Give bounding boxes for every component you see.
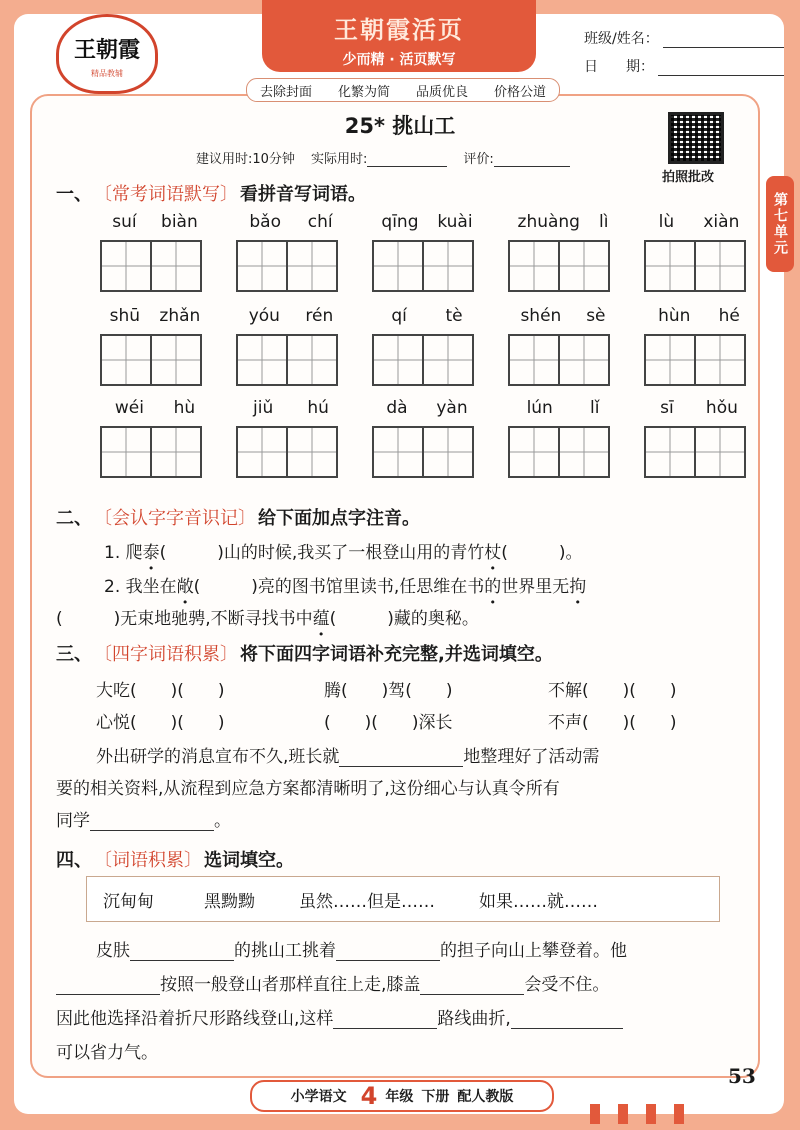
answer-blank[interactable] — [339, 746, 463, 767]
word-option: 如果……就…… — [479, 891, 598, 912]
writing-cell[interactable] — [286, 240, 338, 292]
idiom: 大吃( )( ) — [96, 681, 225, 701]
pinyin-text — [508, 398, 618, 422]
writing-grid — [100, 334, 210, 386]
idiom: 不解( )( ) — [548, 681, 677, 701]
section-instruction: 看拼音写词语。 — [240, 184, 366, 205]
pinyin-text — [100, 212, 210, 236]
fill-paragraph-line: 可以省力气。 — [56, 1043, 158, 1063]
section-instruction: 将下面四字词语补充完整,并选词填空。 — [240, 644, 553, 665]
class-name-label: 班级/姓名： — [584, 31, 659, 47]
writing-grid — [644, 334, 754, 386]
pinyin-text — [644, 212, 754, 236]
text: ( )无束地驰骋,不断寻找书中 — [56, 609, 313, 629]
logo-subtext: 精品教辅 — [91, 69, 123, 78]
banner-title: 王朝霞活页 — [334, 15, 464, 44]
pinyin-syllable: hú — [307, 398, 329, 418]
writing-cell[interactable] — [644, 240, 696, 292]
writing-cell[interactable] — [508, 426, 560, 478]
text: 的担子向山上攀登着。他 — [440, 941, 627, 961]
writing-cell[interactable] — [372, 426, 424, 478]
idiom: 腾( )驾( ) — [324, 681, 453, 701]
section-tag: 〔四字词语积累〕 — [94, 644, 238, 665]
pinyin-syllable: rén — [305, 306, 334, 326]
pinyin-text — [372, 212, 482, 236]
date-label: 日 期： — [584, 59, 654, 75]
pinyin-word — [236, 306, 346, 386]
answer-blank[interactable] — [90, 810, 214, 831]
dotted-char: 拘 — [569, 577, 587, 597]
section-number: 二、 — [56, 508, 92, 529]
fill-paragraph-line: 要的相关资料,从流程到应急方案都清晰明了,这份细心与认真令所有 — [56, 779, 560, 799]
pinyin-syllable: suí — [112, 212, 137, 232]
writing-cell[interactable] — [558, 240, 610, 292]
pinyin-text — [236, 398, 346, 422]
pinyin-text — [236, 306, 346, 330]
section-instruction: 给下面加点字注音。 — [258, 508, 420, 529]
unit-tab: 第七单元 — [766, 176, 794, 272]
idiom: ( )( )深长 — [324, 713, 453, 733]
pinyin-syllable: yàn — [436, 398, 468, 418]
pinyin-syllable: wéi — [114, 398, 144, 418]
page-title: 25* 挑山工 — [344, 114, 456, 138]
pinyin-syllable: biàn — [161, 212, 198, 232]
fill-paragraph-line — [56, 806, 231, 831]
pinyin-syllable: shū — [109, 306, 141, 326]
writing-cell[interactable] — [372, 240, 424, 292]
text: 。 — [214, 811, 231, 831]
pinyin-syllable: sè — [586, 306, 606, 326]
pinyin-word — [236, 212, 346, 292]
word-option: 沉甸甸 — [103, 891, 154, 912]
idiom: 心悦( )( ) — [96, 713, 225, 733]
section-number: 三、 — [56, 644, 92, 665]
dotted-char: 的 — [484, 577, 502, 597]
footer-bar — [250, 1080, 554, 1112]
pinyin-word — [644, 398, 754, 478]
writing-grid — [508, 426, 618, 478]
time-meta — [196, 148, 586, 167]
pinyin-syllable: jiǔ — [253, 398, 274, 418]
slogan-bar — [246, 78, 560, 102]
writing-grid — [100, 240, 210, 292]
section-4-heading — [56, 846, 294, 872]
pinyin-word — [372, 306, 482, 386]
text: 皮肤 — [96, 941, 130, 961]
pinyin-word — [236, 398, 346, 478]
qr-code-icon[interactable] — [668, 112, 724, 164]
text: ( )。 — [501, 543, 583, 563]
fill-paragraph-line — [56, 1004, 623, 1029]
word-option: 黑黝黝 — [204, 891, 255, 912]
pinyin-syllable: dà — [386, 398, 408, 418]
pinyin-word — [372, 398, 482, 478]
section-tag: 〔词语积累〕 — [94, 850, 202, 871]
actual-time-label: 实际用时: — [310, 152, 368, 167]
pinyin-syllable: qí — [391, 306, 407, 326]
text: 2. 我坐在 — [104, 577, 177, 597]
decor-bar — [646, 1104, 656, 1124]
pinyin-text — [372, 398, 482, 422]
pinyin-syllable: lún — [526, 398, 553, 418]
footer-grade-unit: 年级 — [385, 1089, 414, 1105]
section-number: 一、 — [56, 184, 92, 205]
pinyin-syllable: zhǎn — [159, 306, 201, 326]
footer-edition: 配人教版 — [457, 1089, 514, 1105]
pinyin-word — [100, 398, 210, 478]
section-2-heading — [56, 504, 420, 530]
pinyin-word — [100, 212, 210, 292]
writing-cell[interactable] — [422, 240, 474, 292]
pinyin-text — [100, 306, 210, 330]
text: 世界里无 — [501, 577, 570, 597]
pinyin-syllable: lǐ — [589, 398, 600, 418]
word-bank — [86, 876, 720, 922]
writing-cell[interactable] — [236, 240, 288, 292]
pinyin-word — [372, 212, 482, 292]
pinyin-syllable: hù — [173, 398, 196, 418]
header-banner — [262, 0, 536, 72]
text: 的挑山工挑着 — [234, 941, 336, 961]
writing-grid — [100, 426, 210, 478]
footer-grade: 4 — [360, 1082, 378, 1110]
pinyin-syllable: xiàn — [703, 212, 740, 232]
question-2-2-cont — [56, 604, 479, 629]
writing-cell[interactable] — [372, 334, 424, 386]
dotted-char: 敞 — [176, 577, 194, 597]
writing-grid — [508, 334, 618, 386]
slogan: 去除封面 — [259, 84, 312, 100]
writing-grid — [236, 334, 346, 386]
text: 地整理好了活动需 — [463, 747, 600, 767]
pinyin-syllable: sī — [660, 398, 674, 418]
qr-label: 拍照批改 — [662, 170, 715, 185]
page-number: 53 — [728, 1064, 756, 1088]
pinyin-syllable: chí — [307, 212, 333, 232]
text: 外出研学的消息宣布不久,班长就 — [96, 747, 340, 767]
date-field[interactable] — [658, 59, 784, 76]
section-1-heading — [56, 180, 366, 206]
answer-blank[interactable] — [333, 1008, 437, 1029]
answer-blank[interactable] — [420, 974, 524, 995]
writing-cell[interactable] — [558, 426, 610, 478]
idiom: 不声( )( ) — [548, 713, 677, 733]
section-instruction: 选词填空。 — [204, 850, 294, 871]
text: 同学 — [56, 811, 90, 831]
student-info — [584, 20, 784, 76]
section-tag: 〔会认字字音识记〕 — [94, 508, 256, 529]
evaluation-field[interactable] — [494, 152, 570, 167]
text: 会受不住。 — [524, 975, 610, 995]
writing-cell[interactable] — [236, 426, 288, 478]
writing-cell[interactable] — [100, 240, 152, 292]
pinyin-syllable: yóu — [248, 306, 280, 326]
evaluation-label: 评价: — [463, 152, 494, 167]
pinyin-syllable: hé — [718, 306, 740, 326]
slogan: 价格公道 — [493, 84, 546, 100]
writing-cell[interactable] — [286, 426, 338, 478]
writing-cell[interactable] — [150, 240, 202, 292]
class-name-field[interactable] — [663, 31, 784, 48]
writing-grid — [236, 426, 346, 478]
pinyin-syllable: hùn — [658, 306, 691, 326]
writing-grid — [372, 334, 482, 386]
text: ( )山的时候,我买了一根登山用的青竹 — [159, 543, 485, 563]
pinyin-syllable: kuài — [437, 212, 473, 232]
pinyin-text — [508, 306, 618, 330]
slogan: 化繁为简 — [337, 84, 390, 100]
pinyin-word — [508, 398, 618, 478]
writing-cell[interactable] — [644, 334, 696, 386]
text: ( )亮的图书馆里读书,任思维在书 — [193, 577, 485, 597]
writing-cell[interactable] — [150, 426, 202, 478]
pinyin-text — [100, 398, 210, 422]
section-number: 四、 — [56, 850, 92, 871]
actual-time-field[interactable] — [367, 152, 447, 167]
writing-cell[interactable] — [694, 240, 746, 292]
writing-cell[interactable] — [644, 426, 696, 478]
writing-cell[interactable] — [558, 334, 610, 386]
pinyin-word — [508, 306, 618, 386]
writing-cell[interactable] — [100, 334, 152, 386]
section-tag: 〔常考词语默写〕 — [94, 184, 238, 205]
answer-blank[interactable] — [336, 940, 440, 961]
decor-bar — [618, 1104, 628, 1124]
writing-cell[interactable] — [694, 426, 746, 478]
pinyin-text — [508, 212, 618, 236]
pinyin-text — [372, 306, 482, 330]
brand-logo — [56, 14, 158, 94]
text: 因此他选择沿着折尺形路线登山,这样 — [56, 1009, 334, 1029]
writing-grid — [644, 426, 754, 478]
writing-cell[interactable] — [422, 334, 474, 386]
fill-paragraph-line — [96, 742, 599, 767]
pinyin-syllable: zhuàng — [517, 212, 580, 232]
writing-cell[interactable] — [508, 334, 560, 386]
question-2-1 — [104, 538, 583, 563]
answer-blank[interactable] — [130, 940, 234, 961]
decor-bar — [674, 1104, 684, 1124]
pinyin-word — [644, 306, 754, 386]
writing-grid — [372, 426, 482, 478]
dotted-char: 泰 — [142, 543, 160, 563]
logo-text: 王朝霞 — [73, 37, 140, 63]
pinyin-syllable: hǒu — [705, 398, 738, 418]
writing-cell[interactable] — [100, 426, 152, 478]
pinyin-syllable: bǎo — [249, 212, 281, 232]
fill-paragraph-line — [56, 970, 609, 995]
answer-blank[interactable] — [511, 1008, 623, 1029]
decor-bar — [590, 1104, 600, 1124]
pinyin-text — [644, 398, 754, 422]
word-option: 虽然……但是…… — [299, 891, 435, 912]
footer-term: 下册 — [421, 1089, 450, 1105]
writing-cell[interactable] — [694, 334, 746, 386]
pinyin-word — [100, 306, 210, 386]
writing-grid — [236, 240, 346, 292]
pinyin-text — [644, 306, 754, 330]
section-3-heading — [56, 640, 553, 666]
writing-cell[interactable] — [422, 426, 474, 478]
pinyin-word — [644, 212, 754, 292]
writing-grid — [508, 240, 618, 292]
writing-cell[interactable] — [508, 240, 560, 292]
pinyin-text — [236, 212, 346, 236]
pinyin-syllable: lì — [599, 212, 609, 232]
writing-cell[interactable] — [236, 334, 288, 386]
text: ( )藏的奥秘。 — [329, 609, 479, 629]
slogan: 品质优良 — [415, 84, 468, 100]
banner-subtitle: 少而精 · 活页默写 — [342, 52, 456, 68]
pinyin-syllable: qīng — [381, 212, 419, 232]
answer-blank[interactable] — [56, 974, 160, 995]
writing-cell[interactable] — [286, 334, 338, 386]
suggested-time: 建议用时:10分钟 — [196, 152, 295, 167]
writing-grid — [372, 240, 482, 292]
writing-grid — [644, 240, 754, 292]
pinyin-syllable: shén — [520, 306, 562, 326]
pinyin-syllable: tè — [445, 306, 463, 326]
question-2-2 — [104, 572, 586, 597]
footer-subject: 小学语文 — [290, 1089, 347, 1105]
writing-cell[interactable] — [150, 334, 202, 386]
fill-paragraph-line — [96, 936, 627, 961]
text: 1. 爬 — [104, 543, 143, 563]
dotted-char: 蕴 — [312, 609, 330, 629]
text: 按照一般登山者那样直往上走,膝盖 — [160, 975, 421, 995]
pinyin-syllable: lù — [658, 212, 675, 232]
text: 路线曲折, — [437, 1009, 511, 1029]
dotted-char: 杖 — [484, 543, 502, 563]
pinyin-word — [508, 212, 618, 292]
